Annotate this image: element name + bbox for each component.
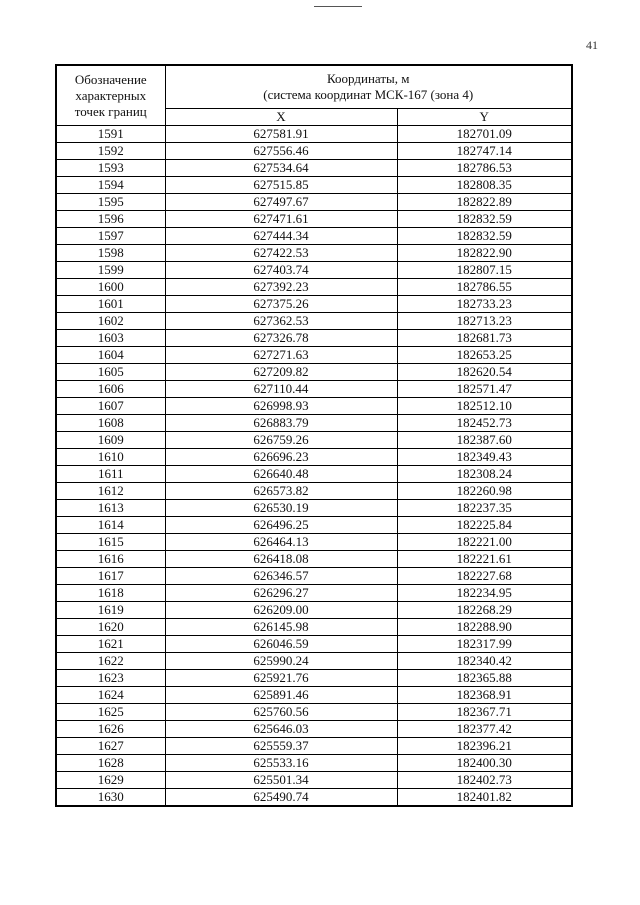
table-row <box>56 466 572 483</box>
table-row <box>56 211 572 228</box>
table-row <box>56 738 572 755</box>
point-cell: 1621 <box>56 636 165 653</box>
table-row <box>56 687 572 704</box>
x-coordinate-cell: 627375.26 <box>165 296 397 313</box>
y-coordinate-cell: 182620.54 <box>397 364 572 381</box>
point-cell: 1613 <box>56 500 165 517</box>
x-coordinate-cell: 627581.91 <box>165 126 397 143</box>
point-header-line-3: точек границ <box>74 103 147 119</box>
x-column-header: X <box>165 109 397 126</box>
point-column-header <box>56 65 165 126</box>
y-coordinate-cell: 182396.21 <box>397 738 572 755</box>
y-coordinate-cell: 182822.89 <box>397 194 572 211</box>
x-coordinate-cell: 625533.16 <box>165 755 397 772</box>
x-coordinate-cell: 626464.13 <box>165 534 397 551</box>
x-coordinate-cell: 627326.78 <box>165 330 397 347</box>
point-header-line-2: характерных <box>75 87 147 103</box>
y-coordinate-cell: 182786.53 <box>397 160 572 177</box>
x-coordinate-cell: 627422.53 <box>165 245 397 262</box>
point-cell: 1594 <box>56 177 165 194</box>
y-column-header: Y <box>397 109 572 126</box>
header-row <box>56 65 572 109</box>
y-coordinate-cell: 182237.35 <box>397 500 572 517</box>
point-header-line-1: Обозначение <box>74 71 147 87</box>
table-row <box>56 398 572 415</box>
table-row <box>56 517 572 534</box>
y-coordinate-cell: 182832.59 <box>397 211 572 228</box>
table-row <box>56 585 572 602</box>
table-row <box>56 126 572 143</box>
point-cell: 1604 <box>56 347 165 364</box>
point-cell: 1607 <box>56 398 165 415</box>
table-row <box>56 449 572 466</box>
table-row <box>56 347 572 364</box>
point-cell: 1612 <box>56 483 165 500</box>
y-coordinate-cell: 182308.24 <box>397 466 572 483</box>
x-coordinate-cell: 626696.23 <box>165 449 397 466</box>
point-cell: 1617 <box>56 568 165 585</box>
y-coordinate-cell: 182681.73 <box>397 330 572 347</box>
x-coordinate-cell: 625490.74 <box>165 789 397 807</box>
y-coordinate-cell: 182387.60 <box>397 432 572 449</box>
x-coordinate-cell: 626046.59 <box>165 636 397 653</box>
page-number: 41 <box>586 38 598 52</box>
point-cell: 1592 <box>56 143 165 160</box>
x-coordinate-cell: 626418.08 <box>165 551 397 568</box>
y-coordinate-cell: 182807.15 <box>397 262 572 279</box>
point-cell: 1597 <box>56 228 165 245</box>
y-coordinate-cell: 182268.29 <box>397 602 572 619</box>
x-coordinate-cell: 626145.98 <box>165 619 397 636</box>
x-coordinate-cell: 625891.46 <box>165 687 397 704</box>
x-coordinate-cell: 627471.61 <box>165 211 397 228</box>
y-coordinate-cell: 182653.25 <box>397 347 572 364</box>
y-coordinate-cell: 182713.23 <box>397 313 572 330</box>
x-coordinate-cell: 627497.67 <box>165 194 397 211</box>
coordinates-header-line-2: (система координат МСК-167 (зона 4) <box>263 87 474 102</box>
x-coordinate-cell: 627362.53 <box>165 313 397 330</box>
y-coordinate-cell: 182227.68 <box>397 568 572 585</box>
y-coordinate-cell: 182733.23 <box>397 296 572 313</box>
table-row <box>56 313 572 330</box>
point-cell: 1626 <box>56 721 165 738</box>
point-cell: 1627 <box>56 738 165 755</box>
point-cell: 1628 <box>56 755 165 772</box>
x-coordinate-cell: 627403.74 <box>165 262 397 279</box>
x-coordinate-cell: 626209.00 <box>165 602 397 619</box>
y-coordinate-cell: 182221.00 <box>397 534 572 551</box>
table-row <box>56 500 572 517</box>
table-body <box>56 126 572 807</box>
table-row <box>56 432 572 449</box>
x-coordinate-cell: 625990.24 <box>165 653 397 670</box>
point-cell: 1611 <box>56 466 165 483</box>
point-cell: 1599 <box>56 262 165 279</box>
table-row <box>56 262 572 279</box>
x-coordinate-cell: 625921.76 <box>165 670 397 687</box>
y-coordinate-cell: 182317.99 <box>397 636 572 653</box>
point-cell: 1602 <box>56 313 165 330</box>
point-cell: 1603 <box>56 330 165 347</box>
table-row <box>56 721 572 738</box>
y-coordinate-cell: 182832.59 <box>397 228 572 245</box>
coordinates-table <box>55 64 573 807</box>
table-row <box>56 653 572 670</box>
table-row <box>56 245 572 262</box>
point-cell: 1630 <box>56 789 165 807</box>
point-cell: 1596 <box>56 211 165 228</box>
table-row <box>56 551 572 568</box>
point-cell: 1595 <box>56 194 165 211</box>
y-coordinate-cell: 182221.61 <box>397 551 572 568</box>
x-coordinate-cell: 627534.64 <box>165 160 397 177</box>
y-coordinate-cell: 182234.95 <box>397 585 572 602</box>
top-divider <box>314 6 362 7</box>
x-coordinate-cell: 626530.19 <box>165 500 397 517</box>
x-coordinate-cell: 626296.27 <box>165 585 397 602</box>
table-row <box>56 330 572 347</box>
point-cell: 1625 <box>56 704 165 721</box>
x-coordinate-cell: 625760.56 <box>165 704 397 721</box>
y-coordinate-cell: 182225.84 <box>397 517 572 534</box>
y-coordinate-cell: 182365.88 <box>397 670 572 687</box>
table-row <box>56 636 572 653</box>
coordinates-header-line-1: Координаты, м <box>327 71 410 86</box>
point-cell: 1608 <box>56 415 165 432</box>
y-coordinate-cell: 182786.55 <box>397 279 572 296</box>
table-row <box>56 670 572 687</box>
table-row <box>56 772 572 789</box>
table-row <box>56 228 572 245</box>
x-coordinate-cell: 626759.26 <box>165 432 397 449</box>
x-coordinate-cell: 627444.34 <box>165 228 397 245</box>
y-coordinate-cell: 182340.42 <box>397 653 572 670</box>
x-coordinate-cell: 627392.23 <box>165 279 397 296</box>
x-coordinate-cell: 626573.82 <box>165 483 397 500</box>
point-cell: 1620 <box>56 619 165 636</box>
table-row <box>56 534 572 551</box>
table-row <box>56 381 572 398</box>
x-coordinate-cell: 627271.63 <box>165 347 397 364</box>
x-coordinate-cell: 627110.44 <box>165 381 397 398</box>
table-row <box>56 194 572 211</box>
y-coordinate-cell: 182400.30 <box>397 755 572 772</box>
y-coordinate-cell: 182288.90 <box>397 619 572 636</box>
table-row <box>56 177 572 194</box>
table-row <box>56 415 572 432</box>
table-row <box>56 568 572 585</box>
x-coordinate-cell: 626346.57 <box>165 568 397 585</box>
table-row <box>56 279 572 296</box>
x-coordinate-cell: 626883.79 <box>165 415 397 432</box>
point-cell: 1616 <box>56 551 165 568</box>
x-coordinate-cell: 625501.34 <box>165 772 397 789</box>
x-coordinate-cell: 627556.46 <box>165 143 397 160</box>
table-row <box>56 789 572 807</box>
point-cell: 1601 <box>56 296 165 313</box>
point-cell: 1619 <box>56 602 165 619</box>
x-coordinate-cell: 627515.85 <box>165 177 397 194</box>
point-cell: 1609 <box>56 432 165 449</box>
coordinates-header <box>165 65 572 109</box>
y-coordinate-cell: 182260.98 <box>397 483 572 500</box>
x-coordinate-cell: 625646.03 <box>165 721 397 738</box>
table-row <box>56 143 572 160</box>
point-cell: 1605 <box>56 364 165 381</box>
table-row <box>56 704 572 721</box>
point-cell: 1591 <box>56 126 165 143</box>
table-row <box>56 160 572 177</box>
point-cell: 1624 <box>56 687 165 704</box>
y-coordinate-cell: 182822.90 <box>397 245 572 262</box>
y-coordinate-cell: 182701.09 <box>397 126 572 143</box>
point-cell: 1600 <box>56 279 165 296</box>
point-cell: 1629 <box>56 772 165 789</box>
x-coordinate-cell: 626640.48 <box>165 466 397 483</box>
table-row <box>56 364 572 381</box>
point-cell: 1615 <box>56 534 165 551</box>
y-coordinate-cell: 182401.82 <box>397 789 572 807</box>
y-coordinate-cell: 182377.42 <box>397 721 572 738</box>
table-row <box>56 483 572 500</box>
y-coordinate-cell: 182512.10 <box>397 398 572 415</box>
point-cell: 1598 <box>56 245 165 262</box>
table-row <box>56 602 572 619</box>
point-cell: 1610 <box>56 449 165 466</box>
y-coordinate-cell: 182571.47 <box>397 381 572 398</box>
y-coordinate-cell: 182367.71 <box>397 704 572 721</box>
table-row <box>56 619 572 636</box>
point-cell: 1623 <box>56 670 165 687</box>
y-coordinate-cell: 182368.91 <box>397 687 572 704</box>
point-cell: 1606 <box>56 381 165 398</box>
x-coordinate-cell: 627209.82 <box>165 364 397 381</box>
table-row <box>56 296 572 313</box>
y-coordinate-cell: 182349.43 <box>397 449 572 466</box>
x-coordinate-cell: 625559.37 <box>165 738 397 755</box>
point-cell: 1614 <box>56 517 165 534</box>
x-coordinate-cell: 626496.25 <box>165 517 397 534</box>
table-row <box>56 755 572 772</box>
y-coordinate-cell: 182402.73 <box>397 772 572 789</box>
y-coordinate-cell: 182452.73 <box>397 415 572 432</box>
y-coordinate-cell: 182808.35 <box>397 177 572 194</box>
x-coordinate-cell: 626998.93 <box>165 398 397 415</box>
point-cell: 1593 <box>56 160 165 177</box>
y-coordinate-cell: 182747.14 <box>397 143 572 160</box>
point-cell: 1622 <box>56 653 165 670</box>
point-cell: 1618 <box>56 585 165 602</box>
